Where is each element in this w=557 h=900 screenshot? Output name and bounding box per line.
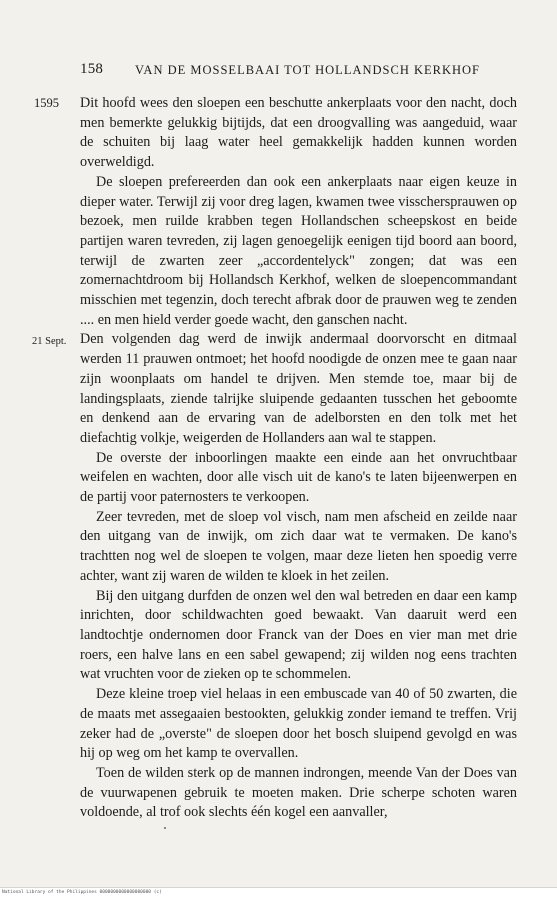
paragraph-6: [80, 587, 517, 686]
paragraph-text: Bij den uitgang durfden de onzen wel den wal betreden en daar een kamp inrichten, door schildwachten goed bewaakt. Van daaruit werd een landtochtje ondernomen door Franck van der Does en vier man met drie roers, een halve lans en een sabel gewapend; zij wilden nog eens trachten wat vruchten voor de zieken op te schommelen.: [80, 587, 517, 683]
paragraph-text: Den volgenden dag werd de inwijk andermaal doorvorscht en ditmaal werden 11 prauwen ontmoet; het hoofd noodigde de onzen mee te gaan naar zijn woonplaats om handel te drijven. Men stemde toe, maar bij de landingsplaats, ziende talrijke sluipende gedaanten tusschen het geboomte en denkend aan de ervaring van de adelborsten en den tolk met het diefachtig volkje, weigerden de Hollanders aan wal te stappen.: [80, 331, 517, 446]
paragraph-4: [80, 449, 517, 508]
paragraph-7: [80, 685, 517, 764]
paragraph-3: [32, 330, 517, 448]
paragraph-8: [80, 764, 517, 823]
paragraph-text: Zeer tevreden, met de sloep vol visch, nam men afscheid en zeilde naar den uitgang van de inwijk, om zich daar wat te vermaken. De kano's trachtten nog wel de sloepen te volgen, maar deze lieten hen spoedig verre achter, want zij waren de wilden te kloek in het zeilen.: [80, 508, 517, 584]
paragraph-text: Deze kleine troep viel helaas in een embuscade van 40 of 50 zwarten, die de maats met assegaaien bestookten, gelukkig zonder iemand te treffen. Vrij zeker had de „overste" de sloepen door het bosch sluipend gevolgd en was hij op weg om het kamp te overvallen.: [80, 686, 517, 762]
running-head: [80, 61, 520, 81]
paper-speck: [164, 827, 166, 829]
margin-year: 1595: [34, 96, 59, 110]
footer-text: National Library of the Philippines 0000000000000000000 (c): [2, 890, 162, 895]
body-text: [32, 94, 517, 823]
paragraph-5: [80, 508, 517, 587]
paragraph-text: De sloepen prefereerden dan ook een ankerplaats naar eigen keuze in dieper water. Terwijl zij voor dreg lagen, kwamen twee visschersprauwen op bezoek, men ruilde krabben tegen Hollandschen scheepskost en beide partijen waren tevreden, zij lagen genoegelijk eenigen tijd boord aan boord, terwijl de zwarten zeer „accordentelyck" zongen; dat was een zomernachtdroom bij Hollandsch Kerkhof, welken de sloepencommandant misschien met tegenzin, doch terecht afbrak door de prauwen weg te zenden .... en men hield verder goede wacht, den ganschen nacht.: [80, 173, 517, 328]
paragraph-text: De overste der inboorlingen maakte een einde aan het onvruchtbaar weifelen en wachten, door alle visch uit de kano's te laten bijeenwerpen en de partij voor paternosters te verkoopen.: [80, 449, 517, 506]
margin-date: 21 Sept.: [32, 336, 67, 348]
running-title: VAN DE MOSSELBAAI TOT HOLLANDSCH KERKHOF: [135, 63, 481, 77]
paragraph-1: [34, 94, 517, 173]
page-number: 158: [80, 61, 104, 77]
paragraph-text: Dit hoofd wees den sloepen een beschutte ankerplaats voor den nacht, doch men bemerkte gelukkig bijtijds, dat een droogvalling was aangeduid, waar de schuiten bij laag water heel gemakkelijk hadden kunnen worden overweldigd.: [80, 95, 517, 171]
scan-footer: [0, 887, 557, 900]
paragraph-2: [80, 173, 517, 331]
paragraph-text: Toen de wilden sterk op de mannen indrongen, meende Van der Does van de vuurwapenen gebruik te moeten maken. Drie scherpe schoten waren voldoende, al trof ook slechts één kogel een aanvaller,: [80, 764, 517, 821]
